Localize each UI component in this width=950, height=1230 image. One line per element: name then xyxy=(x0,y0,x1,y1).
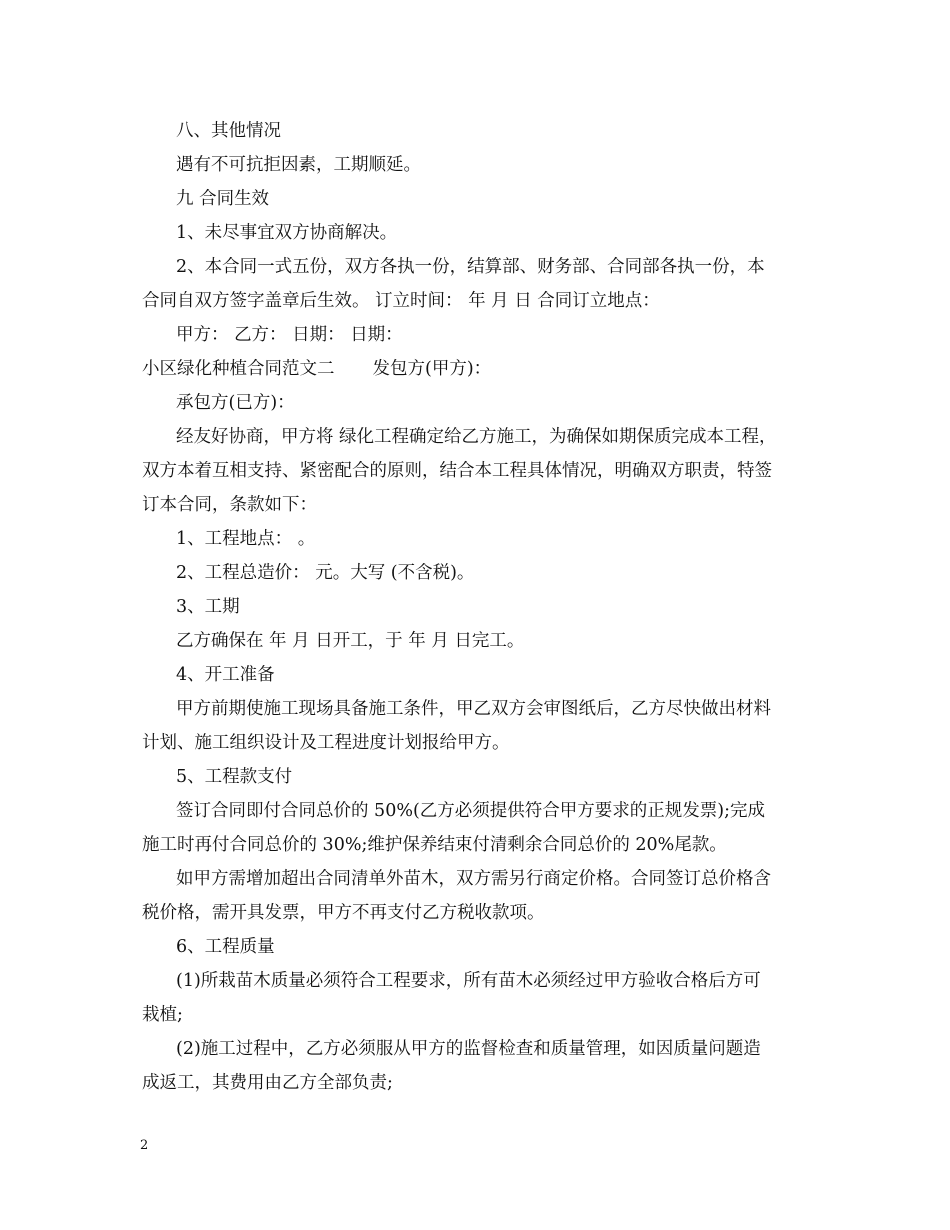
party-b-label: 承包方(已方)： xyxy=(176,393,295,413)
contract-title: 小区绿化种植合同范文二 xyxy=(142,359,335,379)
paragraph-line: 经友好协商，甲方将 绿化工程确定给乙方施工，为确保如期保质完成本工程， xyxy=(176,427,777,447)
paragraph-line: (1)所栽苗木质量必须符合工程要求，所有苗木必须经过甲方验收合格后方可 xyxy=(176,971,761,991)
clause-period-heading: 3、工期 xyxy=(176,597,240,617)
paragraph-line: 乙方确保在 年 月 日开工，于 年 月 日完工。 xyxy=(176,631,525,651)
paragraph-line: 计划、施工组织设计及工程进度计划报给甲方。 xyxy=(142,733,510,753)
paragraph-line: 订本合同，条款如下： xyxy=(142,495,317,515)
paragraph-line: 合同自双方签字盖章后生效。 订立时间： 年 月 日 合同订立地点： xyxy=(142,291,660,311)
paragraph-line: 栽植; xyxy=(142,1005,183,1025)
paragraph-line: 签订合同即付合同总价的 50%(乙方必须提供符合甲方要求的正规发票);完成 xyxy=(176,801,766,821)
paragraph-line: 双方本着互相支持、紧密配合的原则，结合本工程具体情况，明确双方职责，特签 xyxy=(142,461,772,481)
paragraph-line: 如甲方需增加超出合同清单外苗木，双方需另行商定价格。合同签订总价格含 xyxy=(176,869,771,889)
paragraph-line: (2)施工过程中，乙方必须服从甲方的监督检查和质量管理，如因质量问题造 xyxy=(176,1039,761,1059)
paragraph-line: 2、本合同一式五份，双方各执一份，结算部、财务部、合同部各执一份，本 xyxy=(176,257,765,277)
paragraph-line: 甲方前期使施工现场具备施工条件，甲乙双方会审图纸后，乙方尽快做出材料 xyxy=(176,699,771,719)
paragraph-line: 成返工，其费用由乙方全部负责; xyxy=(142,1073,393,1093)
page-number: 2 xyxy=(140,1138,149,1153)
clause-location: 1、工程地点： 。 xyxy=(176,529,316,549)
party-a-label: 发包方(甲方)： xyxy=(372,359,492,379)
paragraph-line: 施工时再付合同总价的 30%;维护保养结束付清剩余合同总价的 20%尾款。 xyxy=(142,835,727,855)
paragraph-line: 1、未尽事宜双方协商解决。 xyxy=(176,223,398,243)
section-heading-effect: 九 合同生效 xyxy=(176,189,270,209)
clause-payment-heading: 5、工程款支付 xyxy=(176,767,293,787)
contract-title-line xyxy=(142,352,814,386)
clause-quality-heading: 6、工程质量 xyxy=(176,937,275,957)
document-body xyxy=(142,114,814,1100)
section-heading-other: 八、其他情况 xyxy=(176,121,281,141)
clause-price: 2、工程总造价： 元。大写 (不含税)。 xyxy=(176,563,475,583)
clause-preparation-heading: 4、开工准备 xyxy=(176,665,275,685)
paragraph-line: 遇有不可抗拒因素，工期顺延。 xyxy=(176,155,421,175)
signature-line: 甲方： 乙方： 日期： 日期： xyxy=(176,325,403,345)
paragraph-line: 税价格，需开具发票，甲方不再支付乙方税收款项。 xyxy=(142,903,545,923)
